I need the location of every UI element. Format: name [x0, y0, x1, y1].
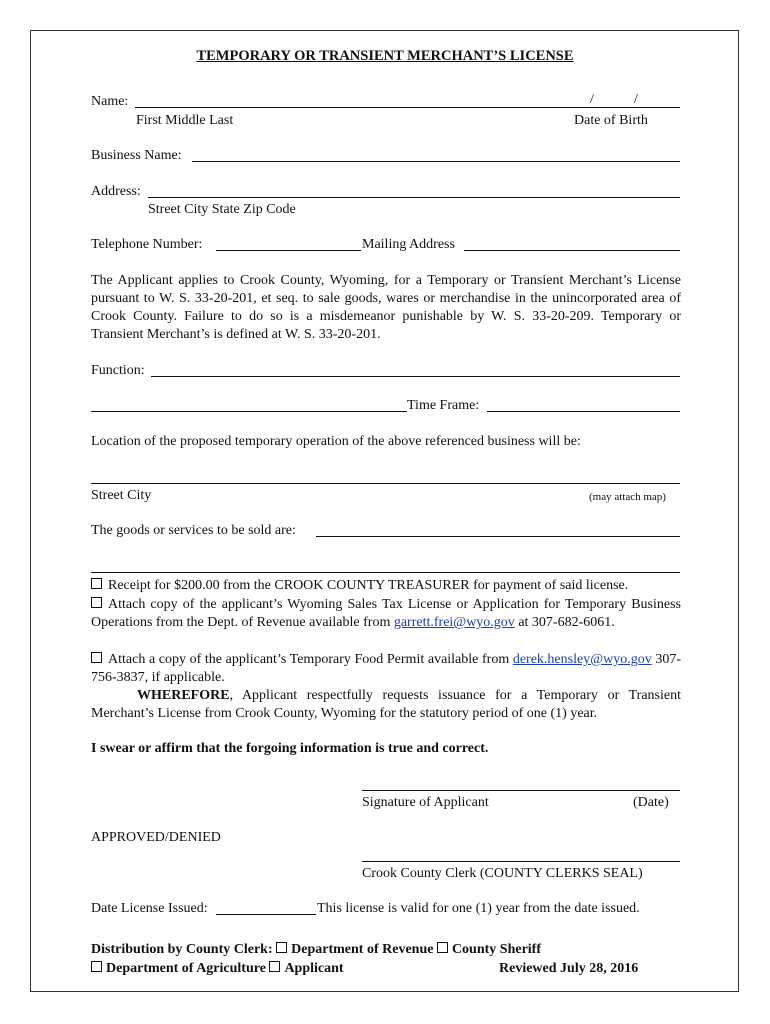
dob-label: Date of Birth — [574, 113, 648, 128]
business-name-label: Business Name: — [91, 148, 182, 163]
address-label: Address: — [91, 184, 141, 199]
dist-sheriff-label: County Sheriff — [451, 942, 541, 957]
name-field[interactable] — [135, 107, 680, 108]
telephone-field[interactable] — [216, 250, 361, 251]
clerk-signature-field[interactable] — [362, 861, 680, 862]
wherefore-text: , Applicant respectfully requests issuance for a Temporary or Transient Merchant’s License from Crook County, Wyoming for the statutory period of one (1) year. — [91, 688, 681, 721]
address-field[interactable] — [148, 197, 680, 198]
sales-tax-email-link[interactable]: garrett.frei@wyo.gov — [393, 615, 515, 630]
reviewed-date: Reviewed July 28, 2016 — [499, 961, 639, 976]
distribution-line-1 — [91, 942, 541, 958]
time-frame-label: Time Frame: — [407, 398, 480, 413]
dist-revenue-label: Department of Revenue — [291, 942, 434, 957]
applicant-checkbox[interactable] — [269, 961, 280, 972]
distribution-label: Distribution by County Clerk: — [91, 942, 273, 957]
address-sub-label: Street City State Zip Code — [148, 202, 296, 217]
dob-slash-2: / — [634, 92, 638, 107]
location-label: Location of the proposed temporary operation of the above referenced business will be: — [91, 434, 581, 449]
food-permit-item — [91, 651, 681, 687]
sales-tax-item — [91, 596, 681, 632]
time-frame-field[interactable] — [487, 411, 680, 412]
swear-statement: I swear or affirm that the forgoing information is true and correct. — [91, 741, 489, 756]
signature-field[interactable] — [362, 790, 680, 791]
function-label: Function: — [91, 363, 145, 378]
wherefore-paragraph — [91, 687, 681, 723]
signature-label: Signature of Applicant — [362, 795, 489, 810]
name-sub-label: First Middle Last — [136, 113, 234, 128]
dob-slash-1: / — [590, 92, 594, 107]
receipt-text: Receipt for $200.00 from the CROOK COUNTY TREASURER for payment of said license. — [108, 578, 629, 593]
function-field-continued[interactable] — [91, 411, 407, 412]
distribution-line-2 — [91, 961, 344, 977]
telephone-label: Telephone Number: — [91, 237, 203, 252]
sales-tax-checkbox[interactable] — [91, 597, 102, 608]
dist-agriculture-label: Department of Agriculture — [106, 961, 266, 976]
goods-field-continued[interactable] — [91, 572, 680, 573]
date-label: (Date) — [633, 795, 669, 810]
approved-denied: APPROVED/DENIED — [91, 830, 221, 845]
date-issued-label: Date License Issued: — [91, 901, 208, 916]
sales-tax-phone: at 307-682-6061. — [514, 615, 615, 630]
goods-label: The goods or services to be sold are: — [91, 523, 296, 538]
food-permit-phone: 307-756-3837, if applicable. — [91, 652, 681, 685]
sheriff-checkbox[interactable] — [437, 942, 448, 953]
sales-tax-text: Attach copy of the applicant’s Wyoming Sales Tax License or Application for Temporary Business Operations from the Dept. of Revenue available from — [91, 597, 681, 630]
business-name-field[interactable] — [192, 161, 680, 162]
mailing-field[interactable] — [464, 250, 680, 251]
receipt-item — [91, 578, 628, 594]
receipt-checkbox[interactable] — [91, 578, 102, 589]
may-attach-map-note: (may attach map) — [589, 491, 666, 503]
valid-text: This license is valid for one (1) year from the date issued. — [317, 901, 640, 916]
wherefore-bold: WHEREFORE — [137, 688, 230, 703]
food-permit-email-link[interactable]: derek.hensley@wyo.gov — [512, 652, 652, 667]
location-sub-label: Street City — [91, 488, 152, 503]
agriculture-checkbox[interactable] — [91, 961, 102, 972]
name-label: Name: — [91, 94, 129, 109]
goods-field[interactable] — [316, 536, 680, 537]
mailing-label: Mailing Address — [362, 237, 455, 252]
food-permit-text: Attach a copy of the applicant’s Temporary Food Permit available from — [108, 652, 513, 667]
date-issued-field[interactable] — [216, 914, 316, 915]
form-title: TEMPORARY OR TRANSIENT MERCHANT’S LICENSE — [196, 48, 574, 64]
applicant-paragraph: The Applicant applies to Crook County, Wyoming, for a Temporary or Transient Merchant’s License pursuant to W. S. 33-20-201, et seq. to sale goods, wares or merchandise in the unincorporated area of Crook County. Failure to do so is a misdemeanor punishable by W. S. 33-20-209. Temporary or Transient Merchant’s is defined at W. S. 33-20-201. — [91, 273, 681, 342]
revenue-checkbox[interactable] — [276, 942, 287, 953]
function-field[interactable] — [151, 376, 680, 377]
location-field[interactable] — [91, 483, 680, 484]
form-border — [30, 30, 739, 992]
food-permit-checkbox[interactable] — [91, 652, 102, 663]
clerk-label: Crook County Clerk (COUNTY CLERKS SEAL) — [362, 866, 643, 881]
dist-applicant-label: Applicant — [284, 961, 344, 976]
